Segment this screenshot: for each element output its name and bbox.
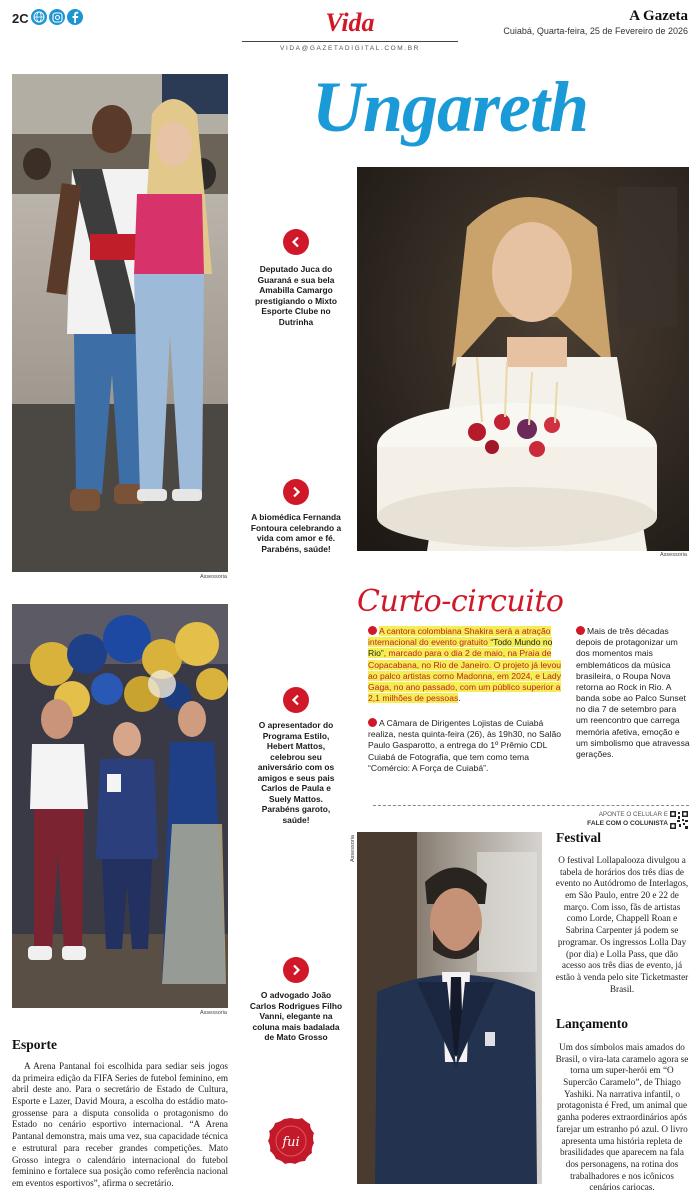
column-headline: Ungareth [312,67,589,147]
chevron-right-icon [283,957,309,983]
plus-bullet-icon [576,626,585,635]
photo-birthday-party [12,604,228,1008]
esporte-body: A Arena Pantanal foi escolhida para sediar seis jogos da primeira edição da FIFA Series de futebol feminino, em abril deste ano. Para o secretário de Estado de Cultura, Esporte e Lazer, David Moura, a escolha do estádio mato-grossense para a disputa consolida o protagonismo do Estado no cenário esportivo internacional. “A Arena Pantanal demonstra, mais uma vez, sua capacidade técnica e estrutural para receber grandes competições. Mato Grosso integra o calendário internacional do futebol feminino e fortalece sua posição como referência nacional em eventos esportivos”, afirma o secretário. [12,1061,228,1188]
curto-item-text: Mais de três décadas depois de protagonizar um dos momentos mais emblemáticos da música brasileira, o Roupa Nova retorna ao Rock in Rio. A banda sobe ao Palco Sunset no dia 7 de setembro para um reencontro que carrega memória afetiva, emoção e um simbolismo que atravessa gerações. [576,626,690,759]
seal-text: fui [282,1135,300,1150]
curto-divider [373,805,689,806]
highlight-text: A cantora colombiana Shakira será a atração internacional do evento gratuito [368,626,551,648]
section-site[interactable]: VIDA@GAZETADIGITAL.COM.BR [280,45,420,52]
photo-lawyer [357,832,542,1184]
dateline: Cuiabá, Quarta-feira, 25 de Fevereiro de 2026 [503,26,688,36]
photo-couple-stadium [12,74,228,572]
plus-bullet-icon [368,626,377,635]
curto-circuito-title: Curto-circuito [357,584,564,619]
caption-advogado: O advogado João Carlos Rodrigues Filho Vanni, elegante na coluna mais badalada de Mato Grosso [249,990,343,1042]
lancamento-title: Lançamento [556,1016,628,1031]
wax-seal-logo [266,1116,316,1166]
lancamento-body: Um dos símbolos mais amados do Brasil, o vira-lata caramelo agora se torna um super-herói em “O Supercão Caramelo”, de Thiago Yashiki. Na narrativa infantil, o protagonista é Fred, um animal que ganha poderes extraordinários após farejar um estranho pó azul. O livro apresenta uma história repleta de brasilidades que aparecem na fala dos personagens, na rotina dos trabalhadores e nos icônicos cenários cariocas. [555,1042,689,1193]
globe-icon[interactable] [31,9,47,25]
esporte-title: Esporte [12,1037,57,1052]
chevron-right-icon [283,479,309,505]
photo-credit: Assessoria [660,552,687,558]
section-logo: Vida [325,8,375,37]
highlight-text: , marcado para o dia 2 de maio, na Praia de Copacabana, no Rio de Janeiro. O projeto já levou ao palco artistas como Madonna, em 2024, e Lady Gaga, no ano passado, com um público superior a 2,1 milhões de pessoas [368,648,562,704]
event-name: “Todo Mundo no Rio” [368,637,553,659]
plus-bullet-icon [368,718,377,727]
curto-item-shakira [368,626,568,704]
social-icons [31,9,83,25]
page-number: 2C [12,11,29,26]
aponte-label: APONTE O CELULAR E [598,811,668,818]
curto-item-text: A Câmara de Dirigentes Lojistas de Cuiabá realiza, nesta quinta-feira (26), às 19h30, no Salão Paulo Gasparotto, a entrega do 1º Prêmio CDL Cuiabá de Fotografia, que tem como tema “Comércio: A Força de Cuiabá”. [368,718,562,773]
curto-item-cdl [368,718,568,774]
facebook-icon[interactable] [67,9,83,25]
chevron-left-icon [283,687,309,713]
caption-biomedica: A biomédica Fernanda Fontoura celebrando a vida com amor e fé. Parabéns, saúde! [250,512,342,554]
qr-code-icon[interactable] [670,811,688,829]
photo-birthday-cake [357,167,689,551]
photo-credit: Assessoria [200,574,227,580]
caption-couple: Deputado Juca do Guaraná e sua bela Amabilla Camargo prestigiando o Mixto Esporte Clube no Dutrinha [255,264,337,327]
photo-credit: Assessoria [350,835,356,862]
punctuation: . [458,693,461,704]
newspaper-brand: A Gazeta [629,8,688,24]
curto-item-roupa-nova [576,626,690,760]
chevron-left-icon [283,229,309,255]
festival-title: Festival [556,830,601,845]
photo-credit: Assessoria [200,1010,227,1016]
festival-body: O festival Lollapalooza divulgou a tabela de horários dos três dias de evento no Autódromo de Interlagos, em São Paulo, entre 20 e 22 de março. Com isso, fãs de artistas como Lorde, Chappell Roan e Sabrina Carpenter já podem se programar. Os ingressos Lolla Day (por dia) e Lolla Pass, que dão acesso aos três dias de evento, já estão à venda pelo site Ticketmaster Brasil. [555,855,689,994]
fale-colunista-label: FALE COM O COLUNISTA [587,820,668,827]
section-divider [242,41,458,42]
instagram-icon[interactable] [49,9,65,25]
caption-apresentador: O apresentador do Programa Estilo, Hebert Mattos, celebrou seu aniversário com os amigos e seus pais Carlos de Paula e Suely Mattos. Parabéns garoto, saúde! [257,720,335,825]
